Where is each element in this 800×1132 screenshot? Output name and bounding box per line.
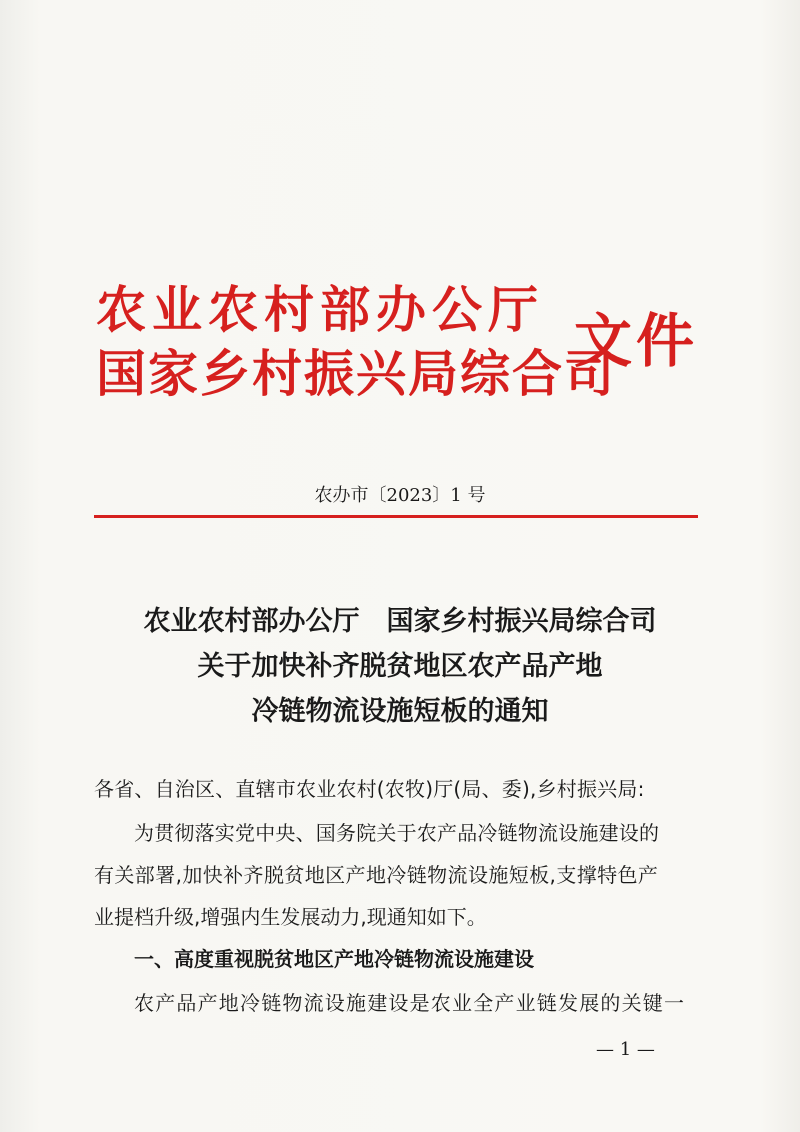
document-type-label: 文件 (574, 307, 699, 375)
paragraph-1-line-1: 为贯彻落实党中央、国务院关于农产品冷链物流设施建设的 (134, 821, 660, 845)
section-heading-1: 一、高度重视脱贫地区产地冷链物流设施建设 (134, 947, 534, 971)
document-title-line-2: 关于加快补齐脱贫地区农产品产地 (197, 651, 603, 682)
addressee-line: 各省、自治区、直辖市农业农村(农牧)厅(局、委),乡村振兴局: (94, 777, 645, 801)
document-title-line-1: 农业农村部办公厅 国家乡村振兴局综合司 (143, 606, 657, 637)
document-title-line-3: 冷链物流设施短板的通知 (251, 696, 549, 727)
page-number: — 1 — (596, 1039, 655, 1060)
paragraph-1-line-2: 有关部署,加快补齐脱贫地区产地冷链物流设施短板,支撑特色产 (94, 863, 659, 887)
document-number: 农办市〔2023〕1 号 (314, 485, 486, 506)
paragraph-1-line-3: 业提档升级,增强内生发展动力,现通知如下。 (94, 905, 487, 929)
issuing-org-line-1: 农业农村部办公厅 (96, 280, 544, 339)
paragraph-2-line-1: 农产品产地冷链物流设施建设是农业全产业链发展的关键一 (134, 991, 686, 1015)
red-separator-line (94, 515, 698, 518)
issuing-org-line-2: 国家乡村振兴局综合司 (96, 344, 616, 403)
